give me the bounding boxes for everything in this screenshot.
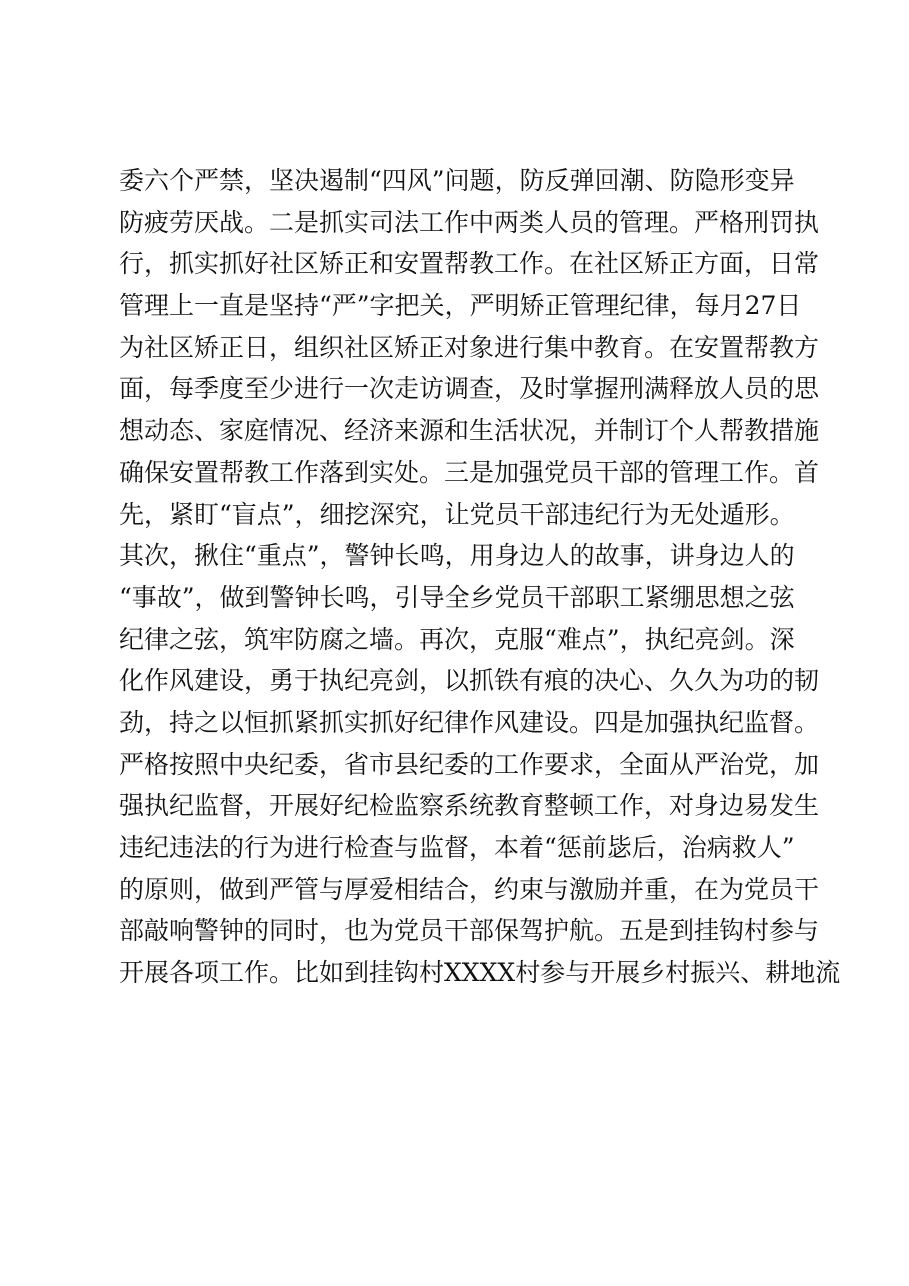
body-paragraph — [119, 160, 841, 994]
text-line: 行，抓实抓好社区矫正和安置帮教工作。在社区矫正方面，日常 — [119, 249, 820, 279]
text-line: 部敲响警钟的同时，也为党员干部保驾护航。五是到挂钩村参与 — [119, 916, 820, 946]
text-line: 其次，揪住“重点”，警钟长鸣，用身边人的故事，讲身边人的 — [119, 541, 795, 571]
text-line: 化作风建设，勇于执纪亮剑，以抓铁有痕的决心、久久为功的韧 — [119, 666, 820, 696]
text-line: 的原则，做到严管与厚爱相结合，约束与激励并重，在为党员干 — [119, 874, 820, 904]
text-line: 违纪违法的行为进行检查与监督，本着“惩前毖后，治病救人” — [119, 833, 795, 862]
text-line: 强执纪监督，开展好纪检监察系统教育整顿工作，对身边易发生 — [119, 791, 820, 821]
text-line: 先，紧盯“盲点”，细挖深究，让党员干部违纪行为无处遁形。 — [119, 499, 795, 529]
text-line: 为社区矫正日，组织社区矫正对象进行集中教育。在安置帮教方 — [119, 332, 820, 362]
text-line: 严格按照中央纪委，省市县纪委的工作要求，全面从严治党，加 — [119, 749, 820, 779]
text-line: 纪律之弦，筑牢防腐之墙。再次，克服“难点”，执纪亮剑。深 — [119, 624, 795, 654]
text-line: 委六个严禁，坚决遏制“四风”问题，防反弹回潮、防隐形变异 — [119, 166, 795, 195]
text-line: 想动态、家庭情况、经济来源和生活状况，并制订个人帮教措施 — [119, 416, 820, 446]
text-line: “事故”，做到警钟长鸣，引导全乡党员干部职工紧绷思想之弦 — [119, 582, 795, 612]
text-line: 开展各项工作。比如到挂钩村XXXX村参与开展乡村振兴、耕地流 — [119, 958, 841, 988]
text-line: 确保安置帮教工作落到实处。三是加强党员干部的管理工作。首 — [119, 457, 820, 487]
text-line: 管理上一直是坚持“严”字把关，严明矫正管理纪律，每月27日 — [119, 291, 802, 321]
text-line: 劲，持之以恒抓紧抓实抓好纪律作风建设。四是加强执纪监督。 — [119, 707, 820, 737]
text-line: 面，每季度至少进行一次走访调查，及时掌握刑满释放人员的思 — [119, 374, 820, 404]
text-line: 防疲劳厌战。二是抓实司法工作中两类人员的管理。严格刑罚执 — [119, 207, 820, 237]
